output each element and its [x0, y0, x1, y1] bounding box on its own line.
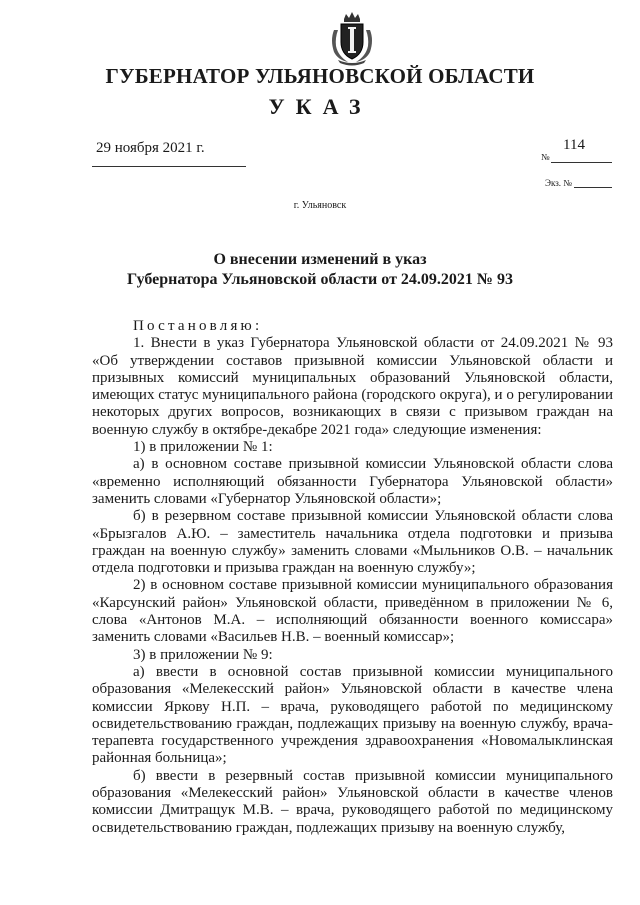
document-subject [0, 250, 640, 290]
number-underline [551, 162, 612, 163]
subject-line-1: О внесении изменений в указ [213, 251, 427, 268]
decree-opening: Постановляю: [133, 318, 263, 334]
body-paragraph: б) ввести в резервный состав призывной комиссии муниципального образования «Мелекесский район» Ульяновской области в качестве членов комиссии Дмитращук М.В. – врача, руководящего работой по медицинскому освидетельствованию граждан, подлежащих призыву на военную службу, [92, 767, 613, 836]
document-type-title: УКАЗ [268, 94, 372, 119]
coat-of-arms-icon [324, 10, 380, 66]
number-prefix: № [541, 152, 550, 162]
body-paragraph: 1) в приложении № 1: [133, 439, 273, 456]
document-body [92, 318, 613, 837]
document-date: 29 ноября 2021 г. [96, 140, 205, 156]
body-paragraph: б) в резервном составе призывной комиссии Ульяновской области слова «Брызгалов А.Ю. – заместитель начальника отдела подготовки и призыва граждан на военную службу» заменить словами «Мыльников О.В. – начальник отдела подготовки и призыва граждан на военную службу»; [92, 508, 613, 577]
body-paragraph: 3) в приложении № 9: [133, 646, 273, 663]
document-number: 114 [563, 137, 585, 153]
governor-title: ГУБЕРНАТОР УЛЬЯНОВСКОЙ ОБЛАСТИ [105, 64, 535, 88]
body-paragraph: а) в основном составе призывной комиссии Ульяновской области слова «временно исполняющий обязанности Губернатора Ульяновской области» заменить словами «Губернатор Ульяновской области»; [92, 456, 613, 507]
city-label: г. Ульяновск [293, 200, 347, 211]
copy-number-underline [574, 187, 612, 188]
date-underline [92, 166, 246, 167]
body-paragraph: 1. Внести в указ Губернатора Ульяновской области от 24.09.2021 № 93 «Об утверждении составов призывной комиссии Ульяновской области и призывных комиссий муниципальных образований Ульяновской области, имеющих статус муниципального района (городского округа), и о регулировании некоторых других вопросов, возникающих в связи с призывом граждан на военную службу в октябре-декабре 2021 года» следующие изменения: [92, 335, 613, 438]
body-paragraph: 2) в основном составе призывной комиссии муниципального образования «Карсунский район» Ульяновской области, приведённом в приложении № 6, слова «Антонов М.А. – исполняющий обязанности военного комиссара» заменить словами «Васильев Н.В. – военный комиссар»; [92, 577, 613, 646]
subject-line-2: Губернатора Ульяновской области от 24.09.2021 № 93 [127, 271, 513, 288]
copy-number-label: Экз. № [545, 178, 572, 188]
body-paragraph: а) ввести в основной состав призывной комиссии муниципального образования «Мелекесский район» Ульяновской области в качестве члена комиссии Яркову Н.П. – врача, руководящего работой по медицинскому освидетельствованию граждан, подлежащих призыву на военную службу, врача-терапевта государственного учреждения здравоохранения «Новомалыклинская районная больница»; [92, 663, 613, 767]
